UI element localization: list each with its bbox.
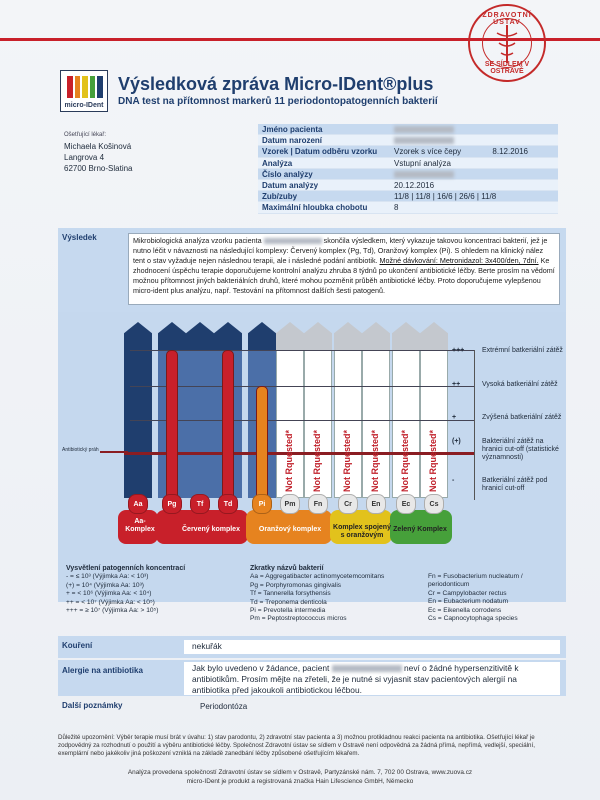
legend-line: Aa = Aggregatibacter actinomycetemcomitans — [250, 573, 385, 581]
cylinder-tag-tf: Tf — [190, 494, 210, 514]
info-value: Vstupní analýza — [394, 158, 451, 168]
result-text-b: skončila výsledkem, který vykazuje takovou koncentraci bakterií, jež je nutno léčit v návaznosti na následující komplexy: Červený komplex (Pg, Td), Oranžový komplex (Pi). S ohledem na klinický nález tent o stav vyžaduje nejen následnou terapii, ale i následné podání antibiotik. — [133, 236, 548, 265]
threshold-label: Antibiotický práh — [62, 447, 99, 453]
logo-label: micro-IDent — [64, 102, 104, 109]
info-value — [390, 135, 558, 145]
info-value — [390, 169, 558, 179]
legend-line: Fn = Fusobacterium nucleatum / — [428, 573, 523, 580]
column-body — [186, 350, 214, 498]
redacted-patient — [332, 665, 402, 672]
info-key: Datum analýzy — [262, 180, 319, 190]
legend-line: Cr = Campylobacter rectus — [428, 589, 507, 597]
logo-bars — [67, 76, 103, 98]
cylinder-tag-cr: Cr — [338, 494, 358, 514]
dosage-text: Možné dávkování: Metronidazol: 3x400/den, 7dní. — [379, 256, 539, 265]
cylinder-tag-fn: Fn — [308, 494, 328, 514]
legend-line: (+) = 10⁴ (Výjimka Aa: 10³) — [66, 581, 144, 589]
info-row — [258, 158, 558, 169]
legend-line: +++ = ≥ 10⁷ (Výjimka Aa: > 10⁵) — [66, 607, 159, 615]
allergy-text-b: neví o žádné hypersenzitivitě k antibiotikům. Prosím mějte na zřeteli, že je nutné si vyjasnit stav pacientových alergií na antibiotika před jakoukoli antibiotickou léčbou. — [192, 663, 519, 695]
info-key: Vzorek | Datum odběru vzorku — [262, 147, 378, 157]
not-requested-label: Not Rquested* — [370, 429, 380, 492]
cylinder-tag-pg: Pg — [162, 494, 182, 514]
info-row — [258, 135, 558, 146]
footer-lines — [0, 768, 600, 786]
redacted-patient — [264, 238, 322, 244]
result-text-box — [128, 233, 560, 305]
complex-label-green: Zelený Komplex — [393, 526, 447, 533]
smoking-value: nekuřák — [184, 640, 560, 654]
smoking-label: Kouření — [62, 641, 93, 650]
micro-ident-logo — [60, 70, 108, 112]
complex-label-red: Červený komplex — [182, 526, 240, 533]
level-high: ++ Vysoká batkeriální zátěž — [452, 381, 558, 388]
grid-line — [130, 386, 474, 387]
grid-line — [130, 420, 474, 421]
notes-value: Periodontóza — [200, 702, 248, 711]
info-row — [258, 180, 558, 191]
cylinder-tag-pi: Pi — [252, 494, 272, 514]
legend-line: En = Eubacterium nodatum — [428, 598, 509, 606]
page-subtitle: DNA test na přítomnost markerů 11 periodontopatogenních bakterií — [118, 96, 438, 107]
complex-label-aa: Aa-Komplex — [125, 518, 155, 533]
column-body — [124, 350, 152, 498]
complex-label-orange: Oranžový komplex — [258, 526, 322, 533]
legend-line: Tf = Tannerella forsythensis — [250, 590, 331, 598]
allergy-text-a: Jak bylo uvedeno v žádance, pacient — [192, 663, 330, 673]
institute-seal — [468, 4, 546, 82]
footer-line-2: micro-IDent je produkt a registrovaná značka Hain Lifescience GmbH, Německo — [186, 778, 414, 785]
legend-line: Cs = Capnocytophaga species — [428, 615, 518, 623]
redacted-value — [394, 171, 454, 178]
allergy-text — [184, 662, 560, 695]
legend-line: - = ≤ 10³ (Výjimka Aa: < 10³) — [66, 573, 149, 581]
not-requested-label: Not Rquested* — [342, 429, 352, 492]
legend-line: Td = Treponema denticola — [250, 598, 327, 606]
legend-line: Pi = Prevotella intermedia — [250, 607, 326, 615]
info-value — [390, 124, 558, 134]
cylinder-tag-aa: Aa — [128, 494, 148, 514]
info-key: Datum narození — [262, 136, 323, 146]
doctor-street: Langrova 4 — [64, 153, 105, 162]
bar-td — [222, 350, 234, 518]
info-value — [390, 146, 558, 156]
redacted-value — [394, 137, 454, 144]
sample-date: 8.12.2016 — [492, 147, 528, 157]
level-raised: + Zvýšená batkeriální zátěž — [452, 414, 562, 421]
concentration-legend-title: Vysvětlení patogenních koncentrací — [66, 565, 186, 572]
legend-line: + = < 10⁶ (Výjimka Aa: < 10⁴) — [66, 590, 152, 598]
info-key: Jméno pacienta — [262, 125, 323, 134]
notes-label: Další poznámky — [62, 701, 123, 710]
cylinder-tag-cs: Cs — [424, 494, 444, 514]
info-key: Maximální hloubka chobotu — [262, 203, 368, 213]
patient-info-table — [258, 124, 558, 214]
cylinder-tag-ec: Ec — [396, 494, 416, 514]
level-cutoff: (+) Bakteriální zátěž na hranici cut-off (statistické významnosti) — [452, 438, 559, 461]
legend-line: Pm = Peptostreptococcus micros — [250, 615, 347, 623]
info-key: Číslo analýzy — [262, 169, 313, 179]
doctor-city: 62700 Brno-Slatina — [64, 164, 133, 173]
info-value: 11/8 | 11/8 | 16/6 | 26/6 | 11/8 — [394, 192, 497, 202]
info-value: 8 — [394, 203, 399, 213]
grid-line — [130, 350, 474, 351]
cylinder-tag-td: Td — [218, 494, 238, 514]
bar-pg — [166, 350, 178, 518]
footer-line-1: Analýza provedena společností Zdravotní ústav se sídlem v Ostravě, Partyzánské nám. 7, 702 00 Ostrava, www.zuova.cz — [127, 769, 473, 776]
level-extreme: +++ Extrémní batkeriální zátěž — [452, 347, 563, 354]
legend-line: Ec = Eikenella corrodens — [428, 606, 502, 614]
doctor-name: Michaela Košinová — [64, 142, 132, 151]
result-label: Výsledek — [62, 233, 97, 242]
page-title: Výsledková zpráva Micro-IDent®plus — [118, 74, 434, 94]
result-text-c: Ke zhodnocení úspěchu terapie doporučujeme kontrolní analýzu zhruba 8 týdnů po ukončení antibiotické léčby. Berte prosím na vědomí možnou přítomnost jiných bakteriálních druhů, které mohou pozměnit průběh antibiotické léčby. Proto doporučujeme vylepšenou micro-ident plus analýzu, např. Testování na přítomnost dalších šesti patogenů. — [133, 256, 555, 295]
info-row — [258, 124, 558, 135]
abbreviation-legend-2 — [428, 573, 558, 623]
info-row — [258, 169, 558, 180]
redacted-value — [394, 126, 454, 133]
abbreviation-legend-title: Zkratky názvů bakterií — [250, 565, 324, 572]
not-requested-label: Not Rquested* — [428, 429, 438, 492]
info-row — [258, 202, 558, 213]
abbreviation-legend — [250, 565, 440, 624]
info-value: 20.12.2016 — [394, 180, 435, 190]
result-text-a: Mikrobiologická analýza vzorku pacienta — [133, 236, 262, 245]
seal-bottom-text: SE SÍDLEM V OSTRAVĚ — [484, 61, 530, 75]
sample-type: Vzorek s více čepy — [394, 147, 462, 157]
legend-line: Pg = Porphyromonas gingivalis — [250, 581, 342, 589]
concentration-legend — [66, 565, 226, 615]
legend-line: ++ = < 10⁷ (Výjimka Aa: < 10⁵) — [66, 598, 155, 606]
doctor-label: Ošetřující lékař: — [64, 132, 107, 138]
not-requested-label: Not Rquested* — [312, 429, 322, 492]
legend-line: periodonticum — [428, 581, 470, 589]
level-separator — [474, 350, 475, 500]
seal-top-text: ZDRAVOTNÍ ÚSTAV — [482, 12, 532, 26]
info-row — [258, 146, 558, 157]
doctor-address — [60, 128, 236, 206]
info-key: Zub/zuby — [262, 192, 298, 202]
not-requested-label: Not Rquested* — [400, 429, 410, 492]
footer-warning: Důležité upozornění: Výběr terapie musí brát v úvahu: 1) stav parodontu, 2) zdravotní stav pacienta a 3) možnou protikladnou reakci pacienta na antibiotika. Ošetřující lékař je zodpovědný za rozhodnutí o použití a výběru antibiotické léčby. Společnost Zdravotní ústav se sídlem v Ostravě není odpovědná za žádná přímá, nepřímá, vedlejší, speciální, exemplární nebo jakékoliv jiná poškození vzniklá na základě zanedbání léčby způsobené ošetřujícím lékařem. — [58, 734, 535, 757]
info-row — [258, 191, 558, 202]
info-key: Analýza — [262, 158, 293, 168]
cylinder-tag-pm: Pm — [280, 494, 300, 514]
threshold-arrow — [100, 451, 128, 453]
not-requested-label: Not Rquested* — [284, 429, 294, 492]
cylinder-tag-en: En — [366, 494, 386, 514]
level-below: - Batkeriální zátěž pod hranicí cut-off — [452, 477, 548, 492]
caduceus-icon — [483, 19, 531, 67]
complex-label-yellow: Komplex spojený s oranžovým — [333, 524, 391, 539]
allergy-label: Alergie na antibiotika — [62, 666, 143, 675]
